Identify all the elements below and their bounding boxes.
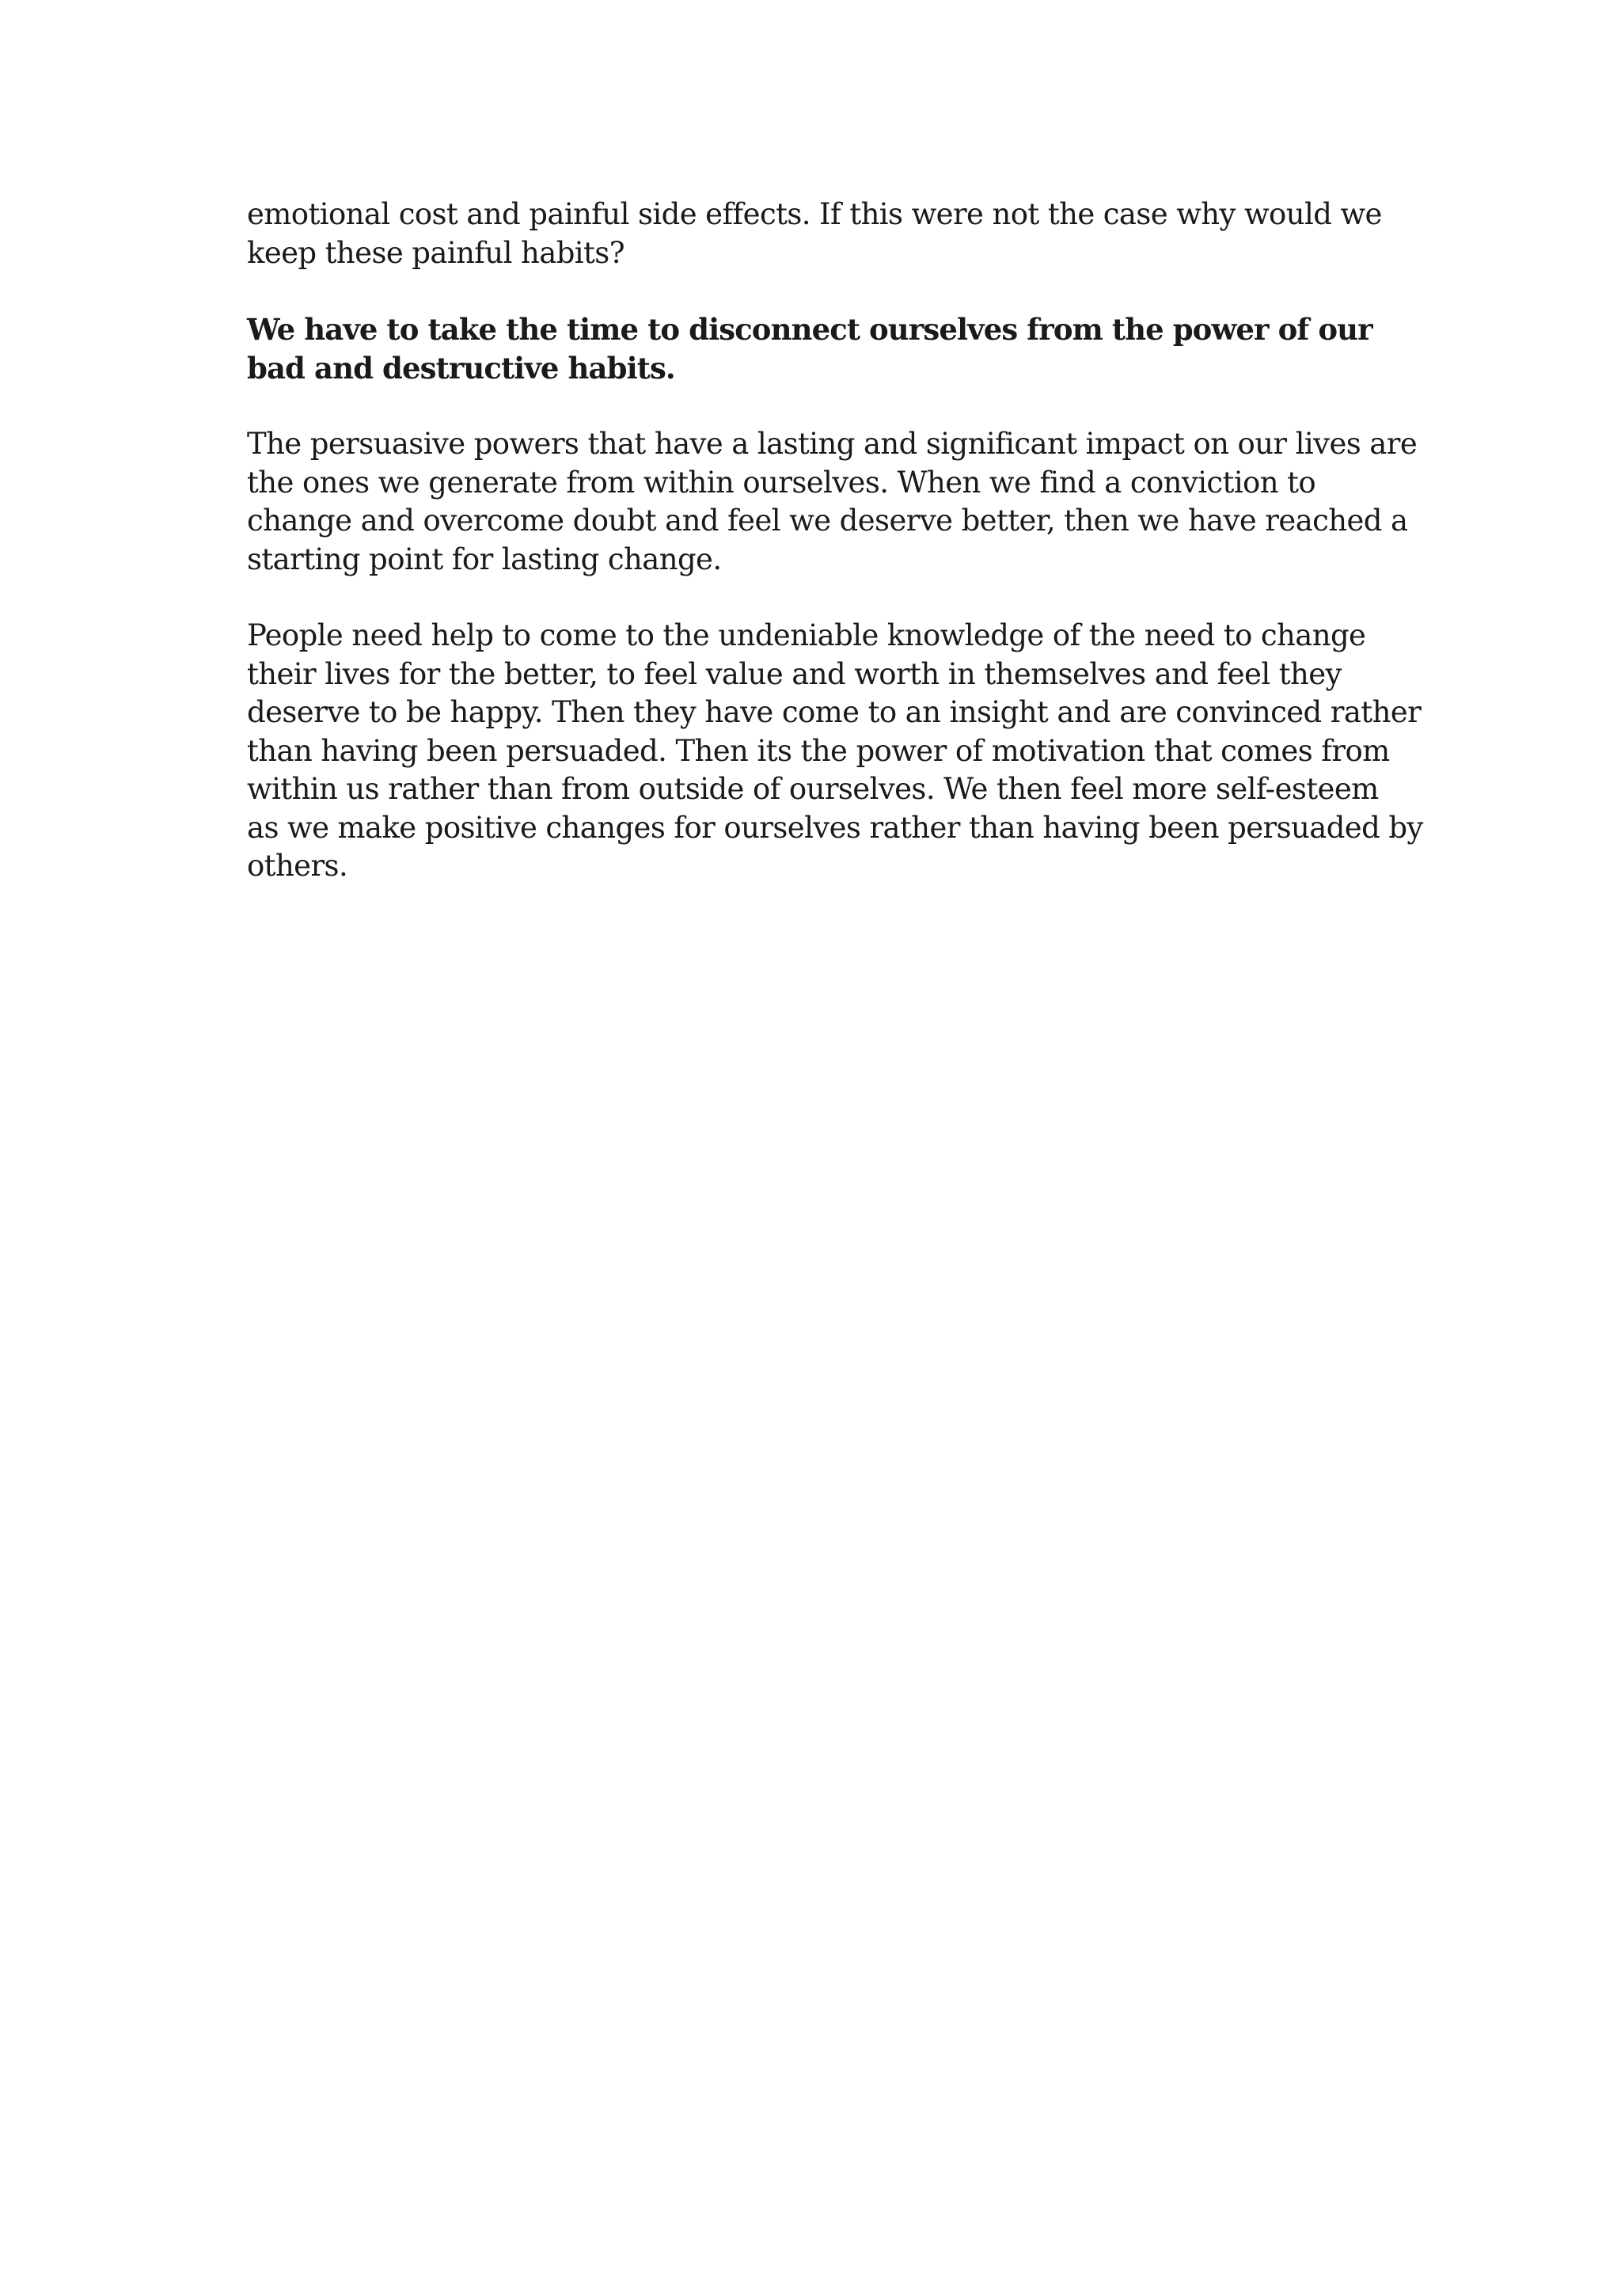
text-line: deserve to be happy. Then they have come to an insight and are convinced rather [247,695,1422,729]
text-line: bad and destructive habits. [247,350,675,386]
paragraph-people-need-help [247,617,1423,886]
paragraph-emotional-cost [247,196,1393,272]
text-line: the ones we generate from within ourselves. When we find a conviction to [247,465,1316,500]
text-line: We have to take the time to disconnect ourselves from the power of our [247,312,1372,347]
text-line: starting point for lasting change. [247,542,722,576]
text-line: others. [247,849,348,883]
text-line: than having been persuaded. Then its the power of motivation that comes from [247,733,1390,768]
paragraph-persuasive-powers [247,425,1418,579]
text-line: within us rather than from outside of ourselves. We then feel more self-esteem [247,772,1379,806]
text-line: change and overcome doubt and feel we deserve better, then we have reached a [247,504,1408,538]
text-line: as we make positive changes for ourselves rather than having been persuaded by [247,810,1423,845]
text-line: The persuasive powers that have a lasting and significant impact on our lives are [247,427,1418,461]
text-line: People need help to come to the undeniable knowledge of the need to change [247,618,1366,652]
text-line: keep these painful habits? [247,235,624,270]
text-line: emotional cost and painful side effects. If this were not the case why would we [247,197,1382,231]
paragraph-bold-heading [247,310,1393,387]
document-body [247,196,1423,924]
text-line: their lives for the better, to feel value and worth in themselves and feel they [247,656,1342,691]
